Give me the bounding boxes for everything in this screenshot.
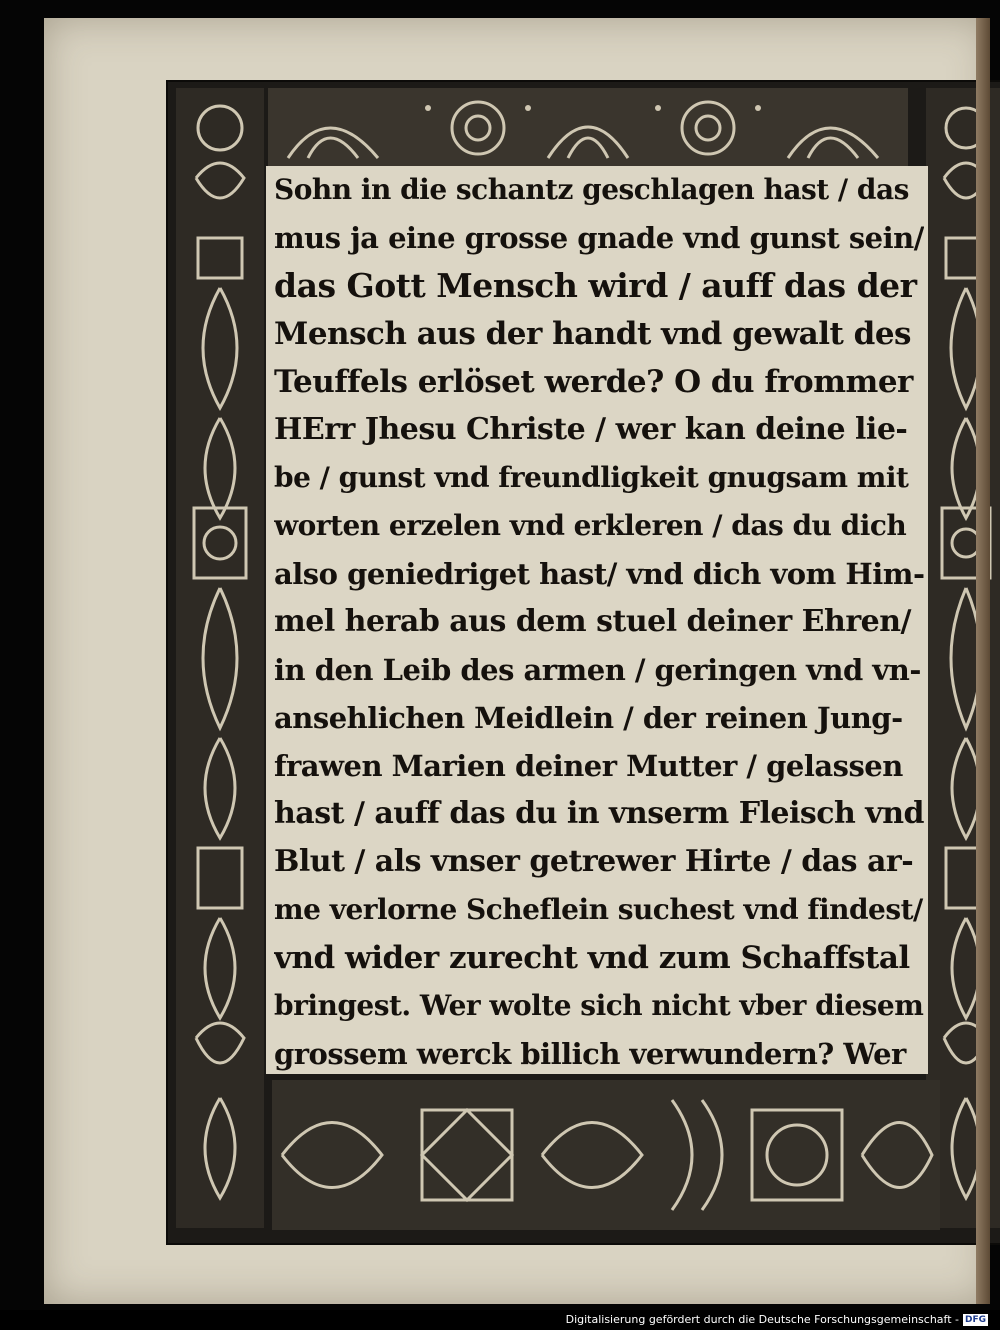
text-line: Mensch aus der handt vnd gewalt des	[274, 316, 912, 352]
book-page	[44, 18, 990, 1304]
text-block	[266, 166, 928, 1074]
text-line: das Gott Mensch wird / auff das der	[274, 266, 917, 305]
text-line: bringest. Wer wolte sich nicht vber diesem	[274, 989, 924, 1022]
text-line: also geniedriget hast/ vnd dich vom Him-	[274, 557, 924, 591]
text-line: HErr Jhesu Christe / wer kan deine lie-	[274, 412, 908, 447]
text-line: worten erzelen vnd erkleren / das du dich	[274, 509, 907, 542]
credit-text: Digitalisierung gefördert durch die Deutsche Forschungsgemeinschaft -	[565, 1313, 959, 1326]
text-line: Sohn in die schantz geschlagen hast / das	[274, 173, 909, 206]
text-line: Blut / als vnser getrewer Hirte / das ar-	[274, 844, 914, 879]
top-ornament-band	[268, 88, 908, 166]
text-line: grossem werck billich verwundern? Wer	[274, 1037, 906, 1071]
text-line: vnd wider zurecht vnd zum Schaffstal	[274, 940, 910, 976]
text-line: hast / auff das du in vnserm Fleisch vnd	[274, 796, 924, 831]
text-line: mus ja eine grosse gnade vnd gunst sein/	[274, 221, 924, 255]
digitization-credit	[566, 1310, 988, 1330]
text-line: be / gunst vnd freundligkeit gnugsam mit	[274, 461, 909, 494]
dfg-logo: DFG	[964, 1315, 986, 1325]
text-line: me verlorne Scheflein suchest vnd findest/	[274, 893, 923, 926]
text-line: Teuffels erlöset werde? O du frommer	[274, 364, 913, 400]
left-ornament-column	[176, 88, 264, 1228]
text-line: mel herab aus dem stuel deiner Ehren/	[274, 604, 912, 639]
bottom-ornament-band	[272, 1080, 940, 1230]
page-edge	[976, 18, 990, 1304]
text-line: frawen Marien deiner Mutter / gelassen	[274, 749, 903, 783]
text-line: in den Leib des armen / geringen vnd vn-	[274, 653, 921, 687]
text-line: ansehlichen Meidlein / der reinen Jung-	[274, 701, 903, 735]
